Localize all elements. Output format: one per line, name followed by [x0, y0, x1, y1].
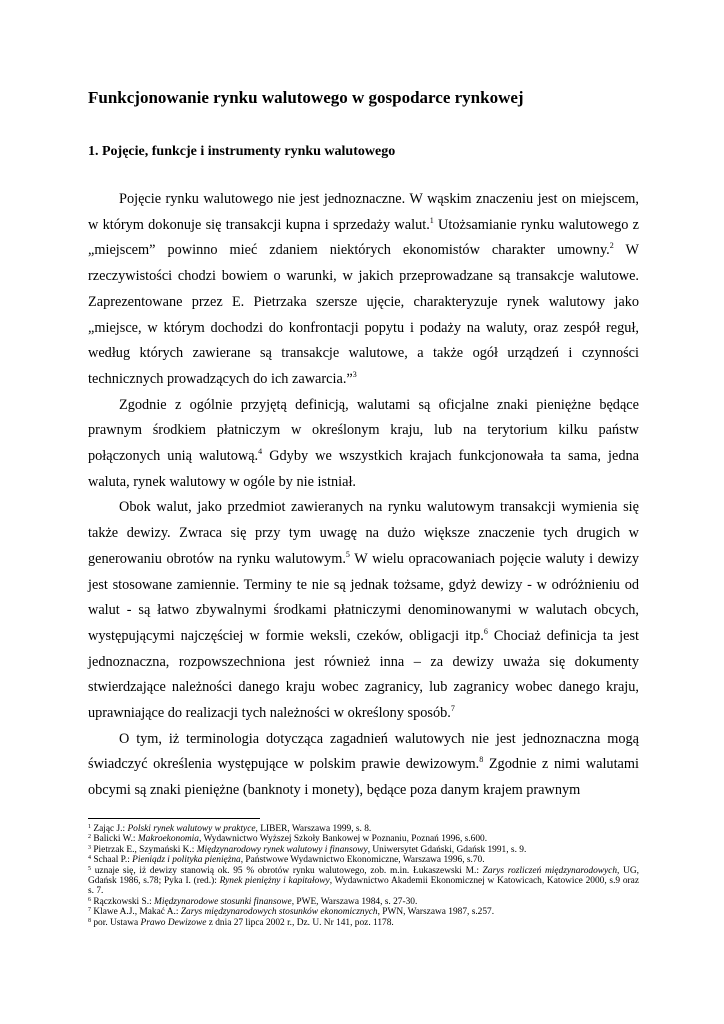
footnote-number: 5 [88, 865, 91, 872]
footnote-number: 6 [88, 896, 91, 903]
footnote [88, 907, 639, 917]
footnote [88, 824, 639, 834]
footnote-text: Klawe A.J., Makać A.: [91, 907, 181, 918]
paragraph [88, 727, 639, 804]
footnote-text: z dnia 27 lipca 2002 r., Dz. U. Nr 141, poz. 1178. [206, 917, 394, 928]
footnote-ref[interactable]: 5 [345, 549, 350, 559]
footnote-number: 4 [88, 855, 91, 862]
footnote-ref[interactable]: 4 [258, 447, 263, 457]
footnote-separator [88, 818, 260, 819]
footnote [88, 845, 639, 855]
footnote [88, 834, 639, 844]
footnote-text: , PWE, Warszawa 1984, s. 27-30. [291, 896, 418, 907]
footnote-number: 1 [88, 824, 91, 830]
text-run: Zgodnie z nimi walutami obcymi są znaki pieniężne (banknoty i monety), będące poza danym krajem prawnym [88, 756, 639, 799]
footnote-title: Rynek pieniężny i kapitałowy [219, 876, 330, 887]
footnote-text: Balicki W.: [91, 834, 138, 845]
footnote-text: , Wydawnictwo Akademii Ekonomicznej w Katowicach, Katowice 2000, s.9 oraz s. 7. [88, 876, 639, 897]
footnote [88, 897, 639, 907]
footnote-text: , UG, Gdańsk 1986, s.78; Pyka I. (red.): [88, 865, 639, 887]
footnote-ref[interactable]: 2 [609, 241, 614, 251]
footnote-text: por. Ustawa [91, 917, 141, 928]
footnote-number: 7 [88, 907, 91, 914]
footnote-text: uznaje się, iż dewizy stanowią ok. 95 % obrotów rynku walutowego, zob. m.in. Łukaszewski M.: [91, 865, 483, 876]
footnote-text: Rączkowski S.: [91, 896, 155, 907]
text-run: Chociaż definicja ta jest jednoznaczna, rozpowszechniona jest również inna – za dewizy uważa się dokumenty stwierdzające należności danego kraju wobec zagranicy, lub zagranicy wobec danego kraju, uprawniające do realizacji tych należności w określony sposób. [88, 627, 640, 722]
footnote-text: , PWN, Warszawa 1987, s.257. [377, 907, 495, 918]
footnote-text: Zając J.: [91, 824, 128, 834]
footnote-title: Zarys międzynarodowych stosunków ekonomicznych [180, 907, 378, 918]
text-run: O tym, iż terminologia dotycząca zagadnień walutowych nie jest jednoznaczna mogą świadczyć określenia występujące w polskim prawie dewizowym. [88, 730, 639, 773]
paragraph [88, 187, 639, 393]
footnote-ref[interactable]: 1 [429, 215, 434, 225]
footnote-title: Międzynarodowy rynek walutowy i finansowy [196, 844, 368, 855]
footnote-title: Makroekonomia [137, 834, 199, 845]
footnotes [88, 824, 639, 928]
document-title: Funkcjonowanie rynku walutowego w gospodarce rynkowej [88, 88, 524, 107]
footnote-text: Schaal P.: [91, 855, 133, 866]
footnote-ref[interactable]: 6 [483, 626, 488, 636]
footnote-number: 2 [88, 834, 91, 841]
footnote-text: , Wydawnictwo Wyższej Szkoły Bankowej w Poznaniu, Poznań 1996, s.600. [198, 834, 488, 845]
footnote-title: Międzynarodowe stosunki finansowe [154, 896, 292, 907]
footnote-text: , Państwowe Wydawnictwo Ekonomiczne, Warszawa 1996, s.70. [240, 855, 485, 866]
footnote-title: Prawo Dewizowe [140, 917, 207, 928]
footnote-title: Polski rynek walutowy w praktyce [127, 824, 256, 834]
text-run: Utożsamianie rynku walutowego z „miejscem” powinno mieć zdaniem niektórych ekonomistów charakter umowny. [88, 216, 639, 259]
text-run: Zgodnie z ogólnie przyjętą definicją, walutami są oficjalne znaki pieniężne będące prawnym środkiem płatniczym w określonym kraju, lub na terytorium kilku państw połączonych unią walutową. [88, 396, 639, 465]
section-heading: 1. Pojęcie, funkcje i instrumenty rynku walutowego [88, 144, 396, 159]
footnote-ref[interactable]: 8 [479, 755, 484, 765]
footnote-number: 3 [88, 844, 91, 851]
text-run: W wielu opracowaniach pojęcie waluty i dewizy jest stosowane zamiennie. Terminy te nie są jednak tożsame, gdyż dewizy - w odróżnieniu od walut - są łatwo zbywalnymi środkami płatniczymi denominowanymi w walutach obcych, występującymi najczęściej w formie weksli, czeków, obligacji itp. [88, 550, 639, 644]
footnote-ref[interactable]: 7 [450, 704, 455, 714]
footnote [88, 866, 639, 897]
footnote-text: , Uniwersytet Gdański, Gdańsk 1991, s. 9. [367, 844, 527, 855]
text-run: Gdyby we wszystkich krajach funkcjonowała ta sama, jedna waluta, rynek walutowy w ogóle by nie istniał. [88, 448, 639, 490]
text-run: Obok walut, jako przedmiot zawieranych na rynku walutowym transakcji wymienia się także dewizy. Zwraca się przy tym uwagę na dużo większe znaczenie tych drugich w generowaniu obrotów na rynku walutowym. [88, 499, 639, 567]
footnote-text: Pietrzak E., Szymański K.: [91, 844, 197, 855]
footnote-text: , LIBER, Warszawa 1999, s. 8. [255, 824, 372, 834]
footnote-ref[interactable]: 3 [352, 369, 357, 379]
footnote-title: Pieniądz i polityka pieniężna [132, 855, 241, 866]
paragraph [88, 393, 639, 496]
paragraph [88, 495, 639, 726]
footnote-title: Zarys rozliczeń międzynarodowych [482, 865, 618, 876]
footnote [88, 918, 639, 928]
footnote [88, 855, 639, 865]
body-text [88, 187, 639, 804]
text-run: W rzeczywistości chodzi bowiem o warunki, w jakich przeprowadzane są transakcje walutowe. Zaprezentowane przez E. Pietrzaka szersze ujęcie, charakteryzuje rynek walutowy jako „miejsce, w którym dochodzi do konfrontacji popytu i podaży na waluty, oraz zespół reguł, według których zawierane są transakcje walutowe, a także ogół urządzeń i czynności technicznych prowadzących do ich zawarcia.” [88, 242, 639, 387]
footnote-number: 8 [88, 917, 91, 924]
text-run: Pojęcie rynku walutowego nie jest jednoznaczne. W wąskim znaczeniu jest on miejscem, w którym dokonuje się transakcji kupna i sprzedaży walut. [88, 191, 639, 233]
